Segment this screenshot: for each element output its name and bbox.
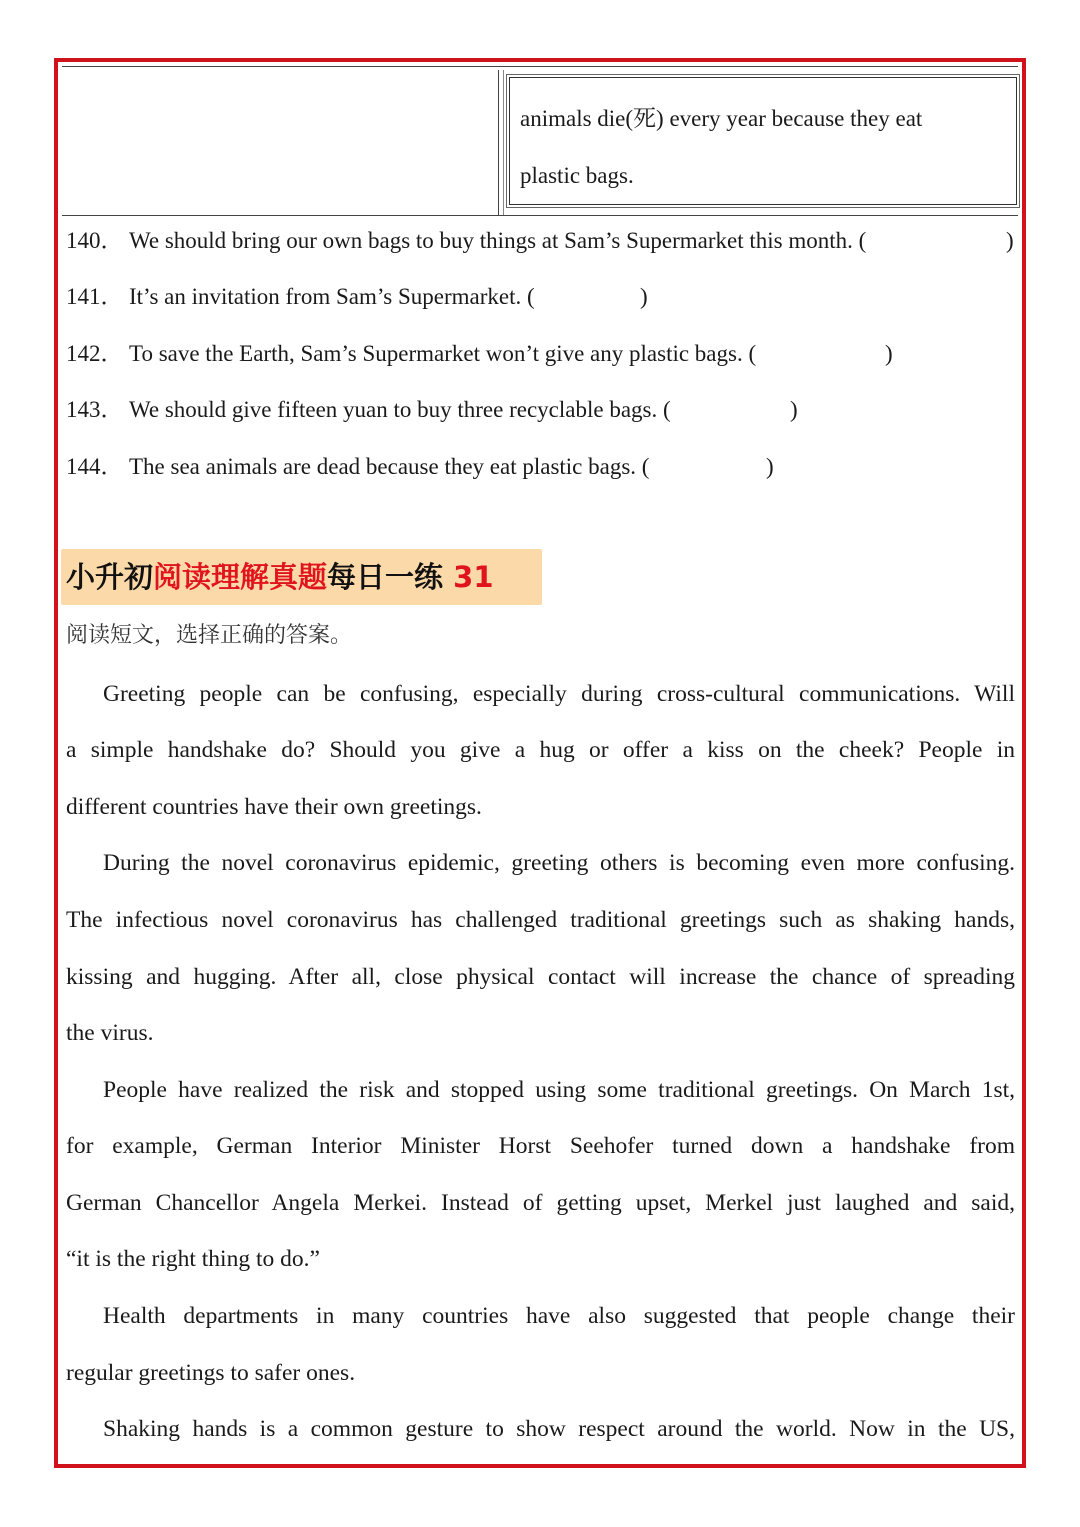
question-number: 140．	[66, 228, 124, 253]
banner-part-3: 每日一练	[327, 560, 444, 594]
passage-line: During the novel coronavirus epidemic, greeting others is becoming even more confusing.	[103, 850, 1015, 876]
passage-line: regular greetings to safer ones.	[66, 1360, 356, 1386]
answer-blank-close: )	[885, 341, 893, 366]
table-top-border	[62, 66, 1018, 67]
passage-line: kissing and hugging. After all, close physical contact will increase the chance of spreading	[66, 964, 1015, 990]
answer-blank-close: )	[790, 397, 798, 422]
question-text: To save the Earth, Sam’s Supermarket won’t give any plastic bags. (	[129, 341, 757, 366]
instruction-text: 阅读短文，选择正确的答案。	[66, 623, 353, 648]
question-text: The sea animals are dead because they eat plastic bags. (	[129, 454, 650, 479]
passage-line: Greeting people can be confusing, especially during cross-cultural communications. Will	[103, 681, 1015, 707]
question-text: We should give fifteen yuan to buy three recyclable bags. (	[129, 397, 671, 422]
question-142	[66, 339, 893, 369]
passage-line: Shaking hands is a common gesture to show respect around the world. Now in the US,	[103, 1416, 1015, 1442]
question-141	[66, 282, 648, 312]
table-column-divider	[498, 70, 504, 215]
question-number: 144．	[66, 454, 124, 479]
answer-blank-close: )	[1006, 228, 1014, 253]
answer-table	[62, 70, 1018, 216]
table-right-cell	[509, 77, 1017, 205]
passage-line: a simple handshake do? Should you give a hug or offer a kiss on the cheek? People in	[66, 737, 1015, 763]
passage-line: Health departments in many countries have also suggested that people change their	[103, 1303, 1015, 1329]
passage-line: different countries have their own greetings.	[66, 794, 482, 820]
passage-line: the virus.	[66, 1020, 154, 1046]
table-cell-line: plastic bags.	[520, 163, 634, 188]
question-number: 141．	[66, 284, 124, 309]
table-cell-line: animals die(死) every year because they eat	[520, 106, 923, 131]
banner-number: 31	[443, 560, 494, 594]
question-143	[66, 395, 798, 425]
passage-line: People have realized the risk and stopped using some traditional greetings. On March 1st,	[103, 1077, 1015, 1103]
banner-part-2: 阅读理解真题	[153, 560, 328, 594]
question-number: 143．	[66, 397, 124, 422]
answer-blank-close: )	[640, 284, 648, 309]
passage-line: German Chancellor Angela Merkei. Instead of getting upset, Merkel just laughed and said,	[66, 1190, 1015, 1216]
question-144	[66, 452, 774, 482]
question-text: It’s an invitation from Sam’s Supermarket. (	[129, 284, 535, 309]
passage-line: for example, German Interior Minister Horst Seehofer turned down a handshake from	[66, 1133, 1015, 1159]
question-text: We should bring our own bags to buy things at Sam’s Supermarket this month. (	[129, 228, 867, 253]
passage-line: “it is the right thing to do.”	[66, 1246, 320, 1272]
question-number: 142．	[66, 341, 124, 366]
section-banner	[61, 549, 542, 605]
passage-line: The infectious novel coronavirus has challenged traditional greetings such as shaking hands,	[66, 907, 1015, 933]
answer-blank-close: )	[766, 454, 774, 479]
banner-part-1: 小升初	[66, 560, 154, 594]
question-140	[66, 226, 1014, 256]
